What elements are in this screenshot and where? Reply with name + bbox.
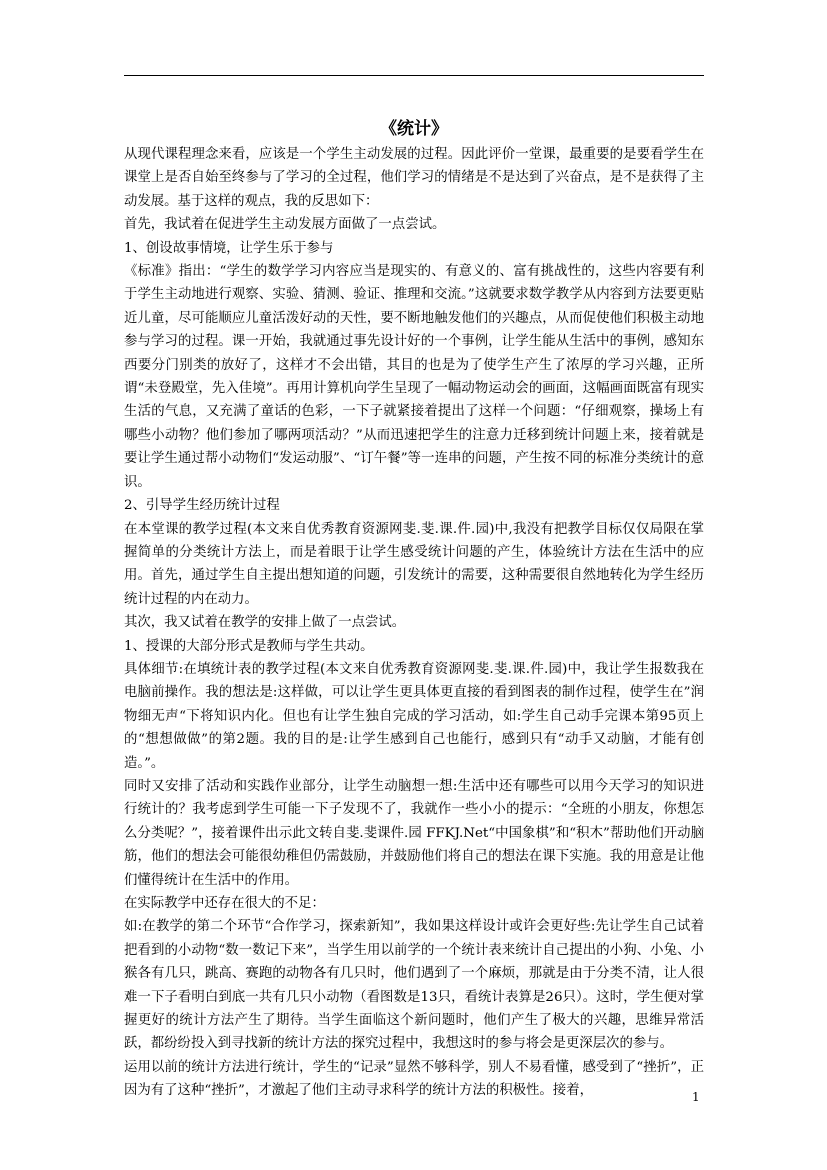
document-body — [124, 143, 704, 1103]
paragraph: 具体细节:在填统计表的教学过程(本文来自优秀教育资源网斐.斐.课.件.园)中，我让学生报数我在电脑前操作。我的想法是:这样做，可以让学生更具体更直接的看到图表的制作过程，使学生在”润物细无声“下将知识内化。但也有让学生独自完成的学习活动，如:学生自己动手完课本第95页上的“想想做做”的第2题。我的目的是:让学生感到自己也能行，感到只有“动手又动脑，才能有创造。”。 — [124, 661, 704, 771]
header-rule — [124, 75, 704, 76]
paragraph: 其次，我又试着在教学的安排上做了一点尝试。 — [124, 615, 406, 631]
section-heading: 1、创设故事情境，让学生乐于参与 — [124, 240, 334, 256]
document-title: 《统计》 — [380, 119, 448, 139]
paragraph: 《标准》指出：“学生的数学学习内容应当是现实的、有意义的、富有挑战性的，这些内容要有利于学生主动地进行观察、实验、猜测、验证、推理和交流。”这就要求数学教学从内容到方法要更贴近儿童，尽可能顺应儿童活泼好动的天性，要不断地触发他们的兴趣点，从而促使他们积极主动地参与学习的过程。课一开始，我就通过事先设计好的一个事例，让学生能从生活中的事例，感知东西要分门别类的放好了，这样才不会出错，其目的也是为了使学生产生了浓厚的学习兴趣，正所谓“未登殿堂，先入佳境”。再用计算机向学生呈现了一幅动物运动会的画面，这幅画面既富有现实生活的气息，又充满了童话的色彩，一下子就紧接着提出了这样一个问题：“仔细观察，操场上有哪些小动物？他们参加了哪两项活动？”从而迅速把学生的注意力迁移到统计问题上来，接着就是要让学生通过帮小动物们“发运动服”、“订午餐”等一连串的问题，产生按不同的标准分类统计的意识。 — [124, 264, 704, 490]
page-number: 1 — [692, 1090, 700, 1104]
paragraph: 在实际教学中还存在很大的不足： — [124, 896, 325, 911]
section-heading: 2、引导学生经历统计过程 — [124, 498, 280, 514]
paragraph: 同时又安排了活动和实践作业部分，让学生动脑想一想:生活中还有哪些可以用今天学习的知识进行统计的？我考虑到学生可能一下子发现不了，我就作一些小小的提示：“全班的小朋友，你想怎么分类呢？”，接着课件出示此文转自斐.斐课件.园 FFKJ.Net“中国象棋”和“积木”帮助他们开动脑筋，他们的想法会可能很幼稚但仍需鼓励，并鼓励他们将自己的想法在课下实施。我的用意是让他们懂得统计在生活中的作用。 — [124, 778, 704, 888]
paragraph: 运用以前的统计方法进行统计，学生的“记录”显然不够科学，别人不易看懂，感受到了“挫折”，正因为有了这种“挫折”，才激起了他们主动寻求科学的统计方法的积极性。接着， — [124, 1059, 704, 1099]
paragraph: 从现代课程理念来看，应该是一个学生主动发展的过程。因此评价一堂课，最重要的是要看学生在课堂上是否自始至终参与了学习的全过程，他们学习的情绪是不是达到了兴奋点，是不是获得了主动发展。基于这样的观点，我的反思如下： — [124, 147, 704, 209]
paragraph: 在本堂课的教学过程(本文来自优秀教育资源网斐.斐.课.件.园)中,我没有把教学目标仅仅局限在掌握简单的分类统计方法上，而是着眼于让学生感受统计问题的产生，体验统计方法在生活中的应用。首先，通过学生自主提出想知道的问题，引发统计的需要，这种需要很自然地转化为学生经历统计过程的内在动力。 — [124, 521, 704, 607]
paragraph: 首先，我试着在促进学生主动发展方面做了一点尝试。 — [124, 217, 446, 233]
section-heading: 1、授课的大部分形式是教师与学生共动。 — [124, 638, 374, 654]
paragraph: 如:在教学的第二个环节“合作学习，探索新知”，我如果这样设计或许会更好些:先让学生自己试着把看到的小动物“数一数记下来”，当学生用以前学的一个统计表来统计自己提出的小狗、小兔、小猴各有几只，跳高、赛跑的动物各有几只时，他们遇到了一个麻烦，那就是由于分类不清，让人很难一下子看明白到底一共有几只小动物（看图数是13只，看统计表算是26只）。这时，学生便对掌握更好的统计方法产生了期待。当学生面临这个新问题时，他们产生了极大的兴趣，思维异常活跃，都纷纷投入到寻找新的统计方法的探究过程中，我想这时的参与将会是更深层次的参与。 — [124, 919, 704, 1052]
